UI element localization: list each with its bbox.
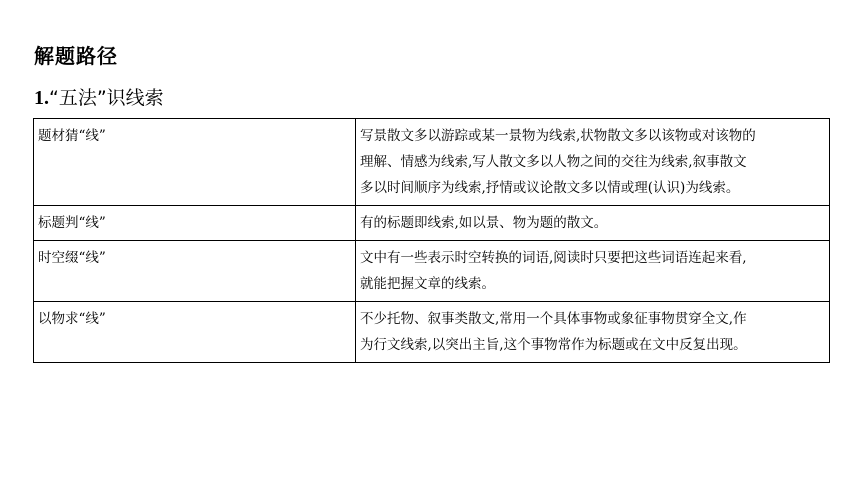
table-row xyxy=(34,241,830,302)
method-cell: 以物求“线” xyxy=(34,302,356,363)
section-title: 解题路径 xyxy=(34,44,118,68)
method-cell: 题材猜“线” xyxy=(34,119,356,206)
clue-methods-table xyxy=(33,118,830,363)
method-cell: 标题判“线” xyxy=(34,206,356,241)
table-row xyxy=(34,302,830,363)
description-cell: 有的标题即线索,如以景、物为题的散文。 xyxy=(356,206,830,241)
subheading xyxy=(34,84,164,112)
method-cell: 时空缀“线” xyxy=(34,241,356,302)
table-row xyxy=(34,119,830,206)
table-row xyxy=(34,206,830,241)
subheading-number: 1. xyxy=(34,87,49,109)
description-cell: 不少托物、叙事类散文,常用一个具体事物或象征事物贯穿全文,作为行文线索,以突出主旨,这个事物常作为标题或在文中反复出现。 xyxy=(356,302,830,363)
description-cell: 文中有一些表示时空转换的词语,阅读时只要把这些词语连起来看,就能把握文章的线索。 xyxy=(356,241,830,302)
description-cell: 写景散文多以游踪或某一景物为线索,状物散文多以该物或对该物的理解、情感为线索,写人散文多以人物之间的交往为线索,叙事散文多以时间顺序为线索,抒情或议论散文多以情或理(认识)为线索。 xyxy=(356,119,830,206)
subheading-text: “五法”识线索 xyxy=(49,87,164,109)
